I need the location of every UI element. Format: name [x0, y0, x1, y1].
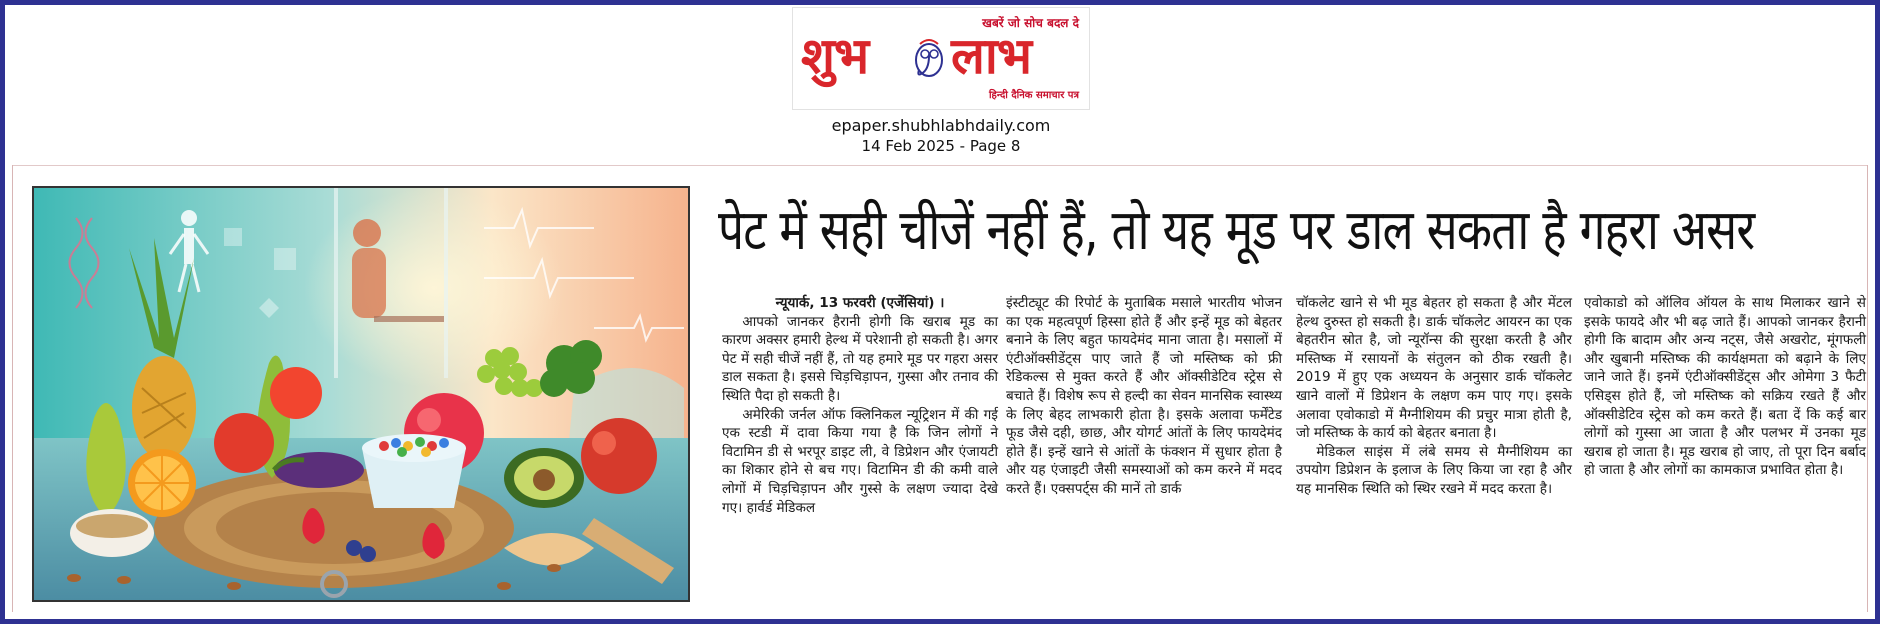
- article-headline: पेट में सही चीजें नहीं हैं, तो यह मूड पर डाल सकता है गहरा असर: [718, 198, 1755, 263]
- masthead-subtitle: हिन्दी दैनिक समाचार पत्र: [988, 90, 1079, 101]
- article-photo: [32, 186, 690, 602]
- right-margin-rule: [1867, 165, 1868, 612]
- column-1-paragraph-2: अमेरिकी जर्नल ऑफ क्लिनिकल न्यूट्रिशन में की गई एक स्टडी में दावा किया गया है कि जिन लोगों ने विटामिन डी से भरपूर डाइट ली, वे डिप्रेशन और एंजायटी का शिकार होने से बच गए। विटामिन डी की कमी वाले लोगों में चिड़चिड़ापन और गुस्से के लक्षण ज्यादा देखे गए। हार्वर्ड मेडिकल: [722, 406, 998, 516]
- logo-word-left: शुभ: [801, 27, 869, 85]
- column-3-paragraph-1: चॉकलेट खाने से भी मूड बेहतर हो सकता है और मेंटल हेल्थ दुरुस्त हो सकती है। डार्क चॉकलेट आयरन का एक बेहतरीन स्रोत है, जो न्यूरॉन्स की सुरक्षा करती है और मस्तिष्क में रसायनों के संतुलन को ठीक रखती है। 2019 में हुए एक अध्ययन के अनुसार डार्क चॉकलेट खाने वालों में डिप्रेशन के लक्षण कम पाए गए। इसके अलावा एवोकाडो में मैग्नीशियम की प्रचुर मात्रा होती है, जो मस्तिष्क के कार्य को बेहतर बनाता है।: [1296, 295, 1572, 442]
- article-column-4: [1584, 294, 1866, 480]
- healthy-food-illustration: [34, 188, 688, 600]
- logo-word-right: लाभ: [951, 27, 1031, 85]
- header-divider: [12, 165, 1868, 166]
- left-margin-rule: [12, 165, 13, 612]
- masthead-tagline: खबरें जो सोच बदल दे: [982, 16, 1079, 30]
- newspaper-masthead[interactable]: [792, 7, 1090, 110]
- edition-date-page: 14 Feb 2025 - Page 8: [861, 137, 1021, 155]
- article-dateline: न्यूयार्क, 13 फरवरी (एजेंसियां) ।: [775, 295, 945, 311]
- column-1-paragraph-1: आपको जानकर हैरानी होगी कि खराब मूड का कारण अक्सर हमारी हेल्थ में परेशानी हो सकती है। अगर पेट में सही चीजें नहीं हैं, तो यह हमारे मूड पर गहरा असर डाल सकता है। इससे चिड़चिड़ापन, गुस्सा और तनाव की स्थिति पैदा हो सकती है।: [722, 313, 998, 404]
- article-column-1: [722, 294, 998, 517]
- epaper-url[interactable]: epaper.shubhlabhdaily.com: [831, 116, 1051, 135]
- article-column-2: [1006, 294, 1282, 499]
- column-2-paragraph-1: इंस्टीट्यूट की रिपोर्ट के मुताबिक मसाले भारतीय भोजन का एक महत्वपूर्ण हिस्सा होते हैं और इन्हें मूड को बेहतर बनाने के लिए बहुत फायदेमंद माना जाता है। मसालों में एंटीऑक्सीडेंट्स पाए जाते हैं जो मस्तिष्क को फ्री रेडिकल्स से मुक्त करते हैं और ऑक्सीडेटिव स्ट्रेस से बचाते हैं। विशेष रूप से हल्दी का सेवन मानसिक स्वास्थ्य के लिए बेहद लाभकारी होता है। इसके अलावा फर्मेंटेड फूड जैसे दही, छाछ, और योगर्ट आंतों के लिए फायदेमंद होते हैं। इन्हें खाने से आंतों के फंक्शन में सुधार होता है और यह एंजाइटी जैसी समस्याओं को कम करने में मदद करते हैं। एक्सपर्ट्स की मानें तो डार्क: [1006, 295, 1282, 497]
- column-3-paragraph-2: मेडिकल साइंस में लंबे समय से मैग्नीशियम का उपयोग डिप्रेशन के इलाज के लिए किया जा रहा है और यह मानसिक स्थिति को स्थिर रखने में मदद करता है।: [1296, 443, 1572, 497]
- article-column-3: [1296, 294, 1572, 499]
- ganesh-logo-icon: [907, 34, 951, 82]
- column-4-paragraph-1: एवोकाडो को ऑलिव ऑयल के साथ मिलाकर खाने से इसके फायदे और भी बढ़ जाते हैं। आपको जानकर हैरानी होगी कि बादाम और अन्य नट्स, जैसे अखरोट, मूंगफली और खुबानी मस्तिष्क की कार्यक्षमता को बढ़ाने के लिए जाने जाते हैं। इनमें एंटीऑक्सीडेंट्स और ओमेगा 3 फैटी एसिड्स होते हैं, जो मस्तिष्क को सक्रिय रखते हैं और ऑक्सीडेटिव स्ट्रेस को कम करते हैं। बता दें कि कई बार लोगों को गुस्सा आ जाता है और पलभर में उनका मूड खराब हो जाता है। मूड खराब हो जाए, तो पूरा दिन बर्बाद हो जाता है और लोगों का कामकाज प्रभावित होता है।: [1584, 295, 1866, 479]
